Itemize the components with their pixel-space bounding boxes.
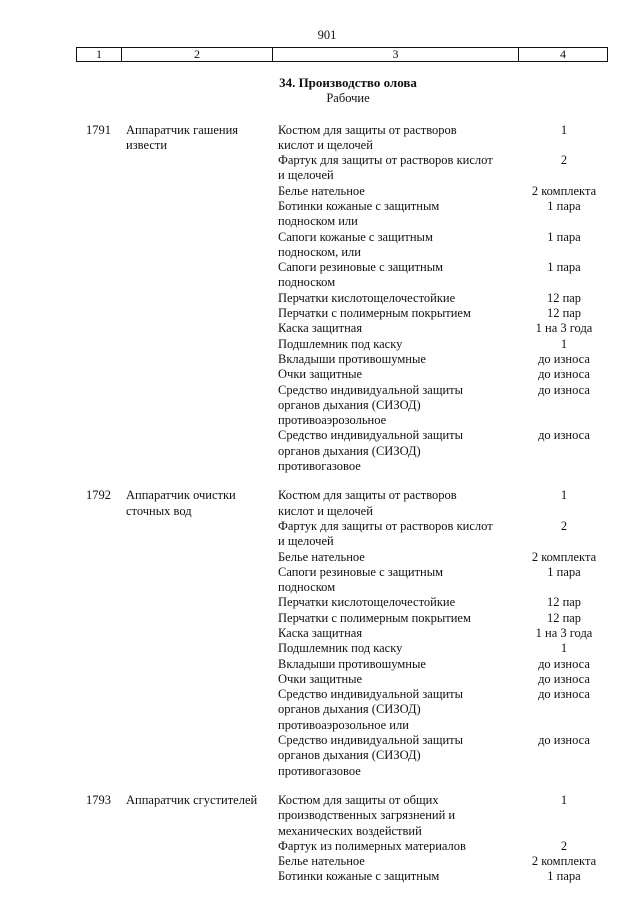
column-number-row	[77, 48, 608, 62]
item-quantity: 2	[560, 153, 568, 168]
item-name-line: Вкладыши противошумные	[278, 351, 426, 366]
items-list	[278, 123, 609, 475]
item-name	[278, 672, 519, 687]
item-quantity: 12 пар	[546, 595, 582, 610]
item-name	[278, 352, 519, 367]
item-name	[278, 793, 519, 839]
item-quantity: 1	[560, 641, 568, 656]
item-row	[278, 519, 609, 550]
item-name-line: органов дыхания (СИЗОД)	[278, 397, 421, 412]
item-row	[278, 184, 609, 199]
item-quantity: 1 пара	[547, 869, 581, 884]
item-name-line: подноском или	[278, 214, 358, 229]
item-name	[278, 488, 519, 519]
item-quantity: 1 на 3 года	[535, 321, 593, 336]
item-name-line: кислот и щелочей	[278, 503, 373, 518]
item-row	[278, 230, 609, 261]
page-number: 901	[317, 28, 337, 42]
profession-line: извести	[126, 137, 168, 152]
item-name	[278, 184, 519, 199]
item-row	[278, 733, 609, 779]
item-name	[278, 230, 519, 261]
item-name	[278, 199, 519, 230]
item-name-line: Вкладыши противошумные	[278, 656, 426, 671]
item-quantity: до износа	[538, 733, 590, 748]
item-row	[278, 869, 609, 884]
item-quantity: до износа	[538, 671, 590, 686]
item-name-line: противоаэрозольное	[278, 413, 387, 428]
item-quantity: 2	[560, 838, 568, 853]
item-name	[278, 595, 519, 610]
item-name-line: Перчатки с полимерным покрытием	[278, 306, 471, 321]
items-list	[278, 488, 609, 779]
item-name-line: противоаэрозольное или	[278, 717, 409, 732]
item-name-line: Перчатки кислотощелочестойкие	[278, 595, 456, 610]
entry-code: 1793	[86, 792, 111, 807]
column-number-4: 4	[519, 48, 608, 62]
item-quantity: 1 пара	[547, 229, 581, 244]
item-name-line: подноском	[278, 275, 336, 290]
item-name-line: органов дыхания (СИЗОД)	[278, 443, 421, 458]
item-name-line: Очки защитные	[278, 671, 363, 686]
item-row	[278, 595, 609, 610]
profession-name	[126, 793, 272, 808]
item-name-line: Каска защитная	[278, 626, 363, 640]
item-name-line: подноском	[278, 580, 336, 595]
item-quantity: 12 пар	[546, 290, 582, 305]
item-name-line: подноском, или	[278, 244, 361, 259]
item-name	[278, 367, 519, 382]
item-row	[278, 199, 609, 230]
item-quantity: 1 пара	[547, 564, 581, 579]
item-name-line: и щелочей	[278, 534, 334, 549]
item-name-line: Перчатки кислотощелочестойкие	[278, 290, 456, 305]
item-name	[278, 839, 519, 854]
item-quantity: 12 пар	[546, 306, 582, 321]
item-name	[278, 869, 519, 884]
profession-line: Аппаратчик гашения	[126, 122, 239, 137]
item-name	[278, 123, 519, 154]
section-title: 34. Производство олова	[279, 75, 417, 90]
item-quantity: до износа	[538, 428, 590, 443]
item-name-line: Средство индивидуальной защиты	[278, 687, 464, 702]
item-name	[278, 854, 519, 869]
item-row	[278, 153, 609, 184]
item-name-line: Фартук для защиты от растворов кислот	[278, 153, 493, 168]
item-name-line: кислот и щелочей	[278, 137, 373, 152]
entry-code: 1792	[86, 488, 111, 503]
item-quantity: 2 комплекта	[531, 854, 597, 869]
item-name-line: органов дыхания (СИЗОД)	[278, 748, 421, 763]
item-row	[278, 337, 609, 352]
item-name-line: Подшлемник под каску	[278, 336, 403, 351]
item-row	[278, 657, 609, 672]
item-name-line: производственных загрязнений и	[278, 808, 456, 823]
item-name	[278, 291, 519, 306]
item-row	[278, 488, 609, 519]
item-name-line: Сапоги резиновые с защитным	[278, 260, 444, 275]
item-row	[278, 383, 609, 429]
item-name	[278, 550, 519, 565]
item-name-line: Средство индивидуальной защиты	[278, 428, 464, 443]
item-row	[278, 123, 609, 154]
profession-name	[126, 488, 272, 519]
column-number-1: 1	[77, 48, 122, 62]
item-name-line: Фартук из полимерных материалов	[278, 838, 466, 853]
item-name-line: органов дыхания (СИЗОД)	[278, 702, 421, 717]
item-name-line: Средство индивидуальной защиты	[278, 382, 464, 397]
item-name	[278, 565, 519, 596]
profession-name	[126, 123, 272, 154]
item-quantity: до износа	[538, 656, 590, 671]
item-name-line: Сапоги кожаные с защитным	[278, 229, 433, 244]
profession-line: сточных вод	[126, 503, 192, 518]
entry-row	[0, 488, 640, 779]
item-name	[278, 321, 519, 336]
column-number-2: 2	[122, 48, 273, 62]
item-name-line: Ботинки кожаные с защитным	[278, 198, 440, 213]
item-quantity: 2 комплекта	[531, 549, 597, 564]
item-name	[278, 153, 519, 184]
item-quantity: 2	[560, 518, 568, 533]
item-row	[278, 291, 609, 306]
item-quantity: 12 пар	[546, 610, 582, 625]
item-quantity: до износа	[538, 351, 590, 366]
item-name-line: Перчатки с полимерным покрытием	[278, 610, 471, 625]
item-name	[278, 519, 519, 550]
item-row	[278, 793, 609, 839]
item-name	[278, 687, 519, 733]
item-name-line: Белье нательное	[278, 854, 365, 869]
item-name	[278, 383, 519, 429]
item-name	[278, 428, 519, 474]
item-name-line: и щелочей	[278, 168, 334, 183]
item-quantity: 1	[560, 792, 568, 807]
item-row	[278, 839, 609, 854]
item-row	[278, 672, 609, 687]
item-row	[278, 641, 609, 656]
item-quantity: до износа	[538, 687, 590, 702]
item-row	[278, 687, 609, 733]
item-name-line: Каска защитная	[278, 321, 363, 336]
item-name-line: Средство индивидуальной защиты	[278, 733, 464, 748]
item-name-line: Подшлемник под каску	[278, 641, 403, 656]
item-name	[278, 657, 519, 672]
item-name	[278, 733, 519, 779]
item-name	[278, 306, 519, 321]
item-quantity: до износа	[538, 367, 590, 382]
item-quantity: 1	[560, 122, 568, 137]
item-quantity: 2 комплекта	[531, 183, 597, 198]
item-quantity: 1 пара	[547, 198, 581, 213]
item-name-line: Ботинки кожаные с защитным	[278, 869, 440, 884]
item-row	[278, 550, 609, 565]
item-name	[278, 611, 519, 626]
item-name-line: механических воздействий	[278, 823, 422, 838]
item-name-line: Костюм для защиты от общих	[278, 792, 439, 807]
item-quantity: 1 пара	[547, 260, 581, 275]
item-quantity: 1	[560, 336, 568, 351]
entry-row	[0, 793, 640, 885]
column-number-header	[76, 47, 608, 62]
item-row	[278, 367, 609, 382]
item-name-line: противогазовое	[278, 763, 361, 778]
item-row	[278, 428, 609, 474]
item-quantity: до износа	[538, 382, 590, 397]
items-list	[278, 793, 609, 885]
item-row	[278, 854, 609, 869]
item-name	[278, 626, 519, 641]
item-quantity: 1 на 3 года	[535, 626, 593, 640]
item-name-line: Очки защитные	[278, 367, 363, 382]
item-name-line: Костюм для защиты от растворов	[278, 488, 457, 503]
item-quantity: 1	[560, 488, 568, 503]
entry-code: 1791	[86, 122, 111, 137]
entry-row	[0, 123, 640, 475]
item-name	[278, 641, 519, 656]
profession-line: Аппаратчик сгустителей	[126, 792, 258, 807]
section-subtitle: Рабочие	[326, 91, 370, 105]
item-name-line: Сапоги резиновые с защитным	[278, 564, 444, 579]
item-row	[278, 260, 609, 291]
item-name	[278, 260, 519, 291]
item-name-line: Костюм для защиты от растворов	[278, 122, 457, 137]
item-row	[278, 306, 609, 321]
item-row	[278, 352, 609, 367]
entries-list	[0, 123, 640, 899]
item-row	[278, 321, 609, 336]
item-name-line: Белье нательное	[278, 549, 365, 564]
column-number-3: 3	[273, 48, 519, 62]
item-name-line: Фартук для защиты от растворов кислот	[278, 518, 493, 533]
item-row	[278, 565, 609, 596]
item-row	[278, 611, 609, 626]
item-name-line: противогазовое	[278, 459, 361, 474]
item-name	[278, 337, 519, 352]
item-row	[278, 626, 609, 641]
item-name-line: Белье нательное	[278, 183, 365, 198]
profession-line: Аппаратчик очистки	[126, 488, 236, 503]
